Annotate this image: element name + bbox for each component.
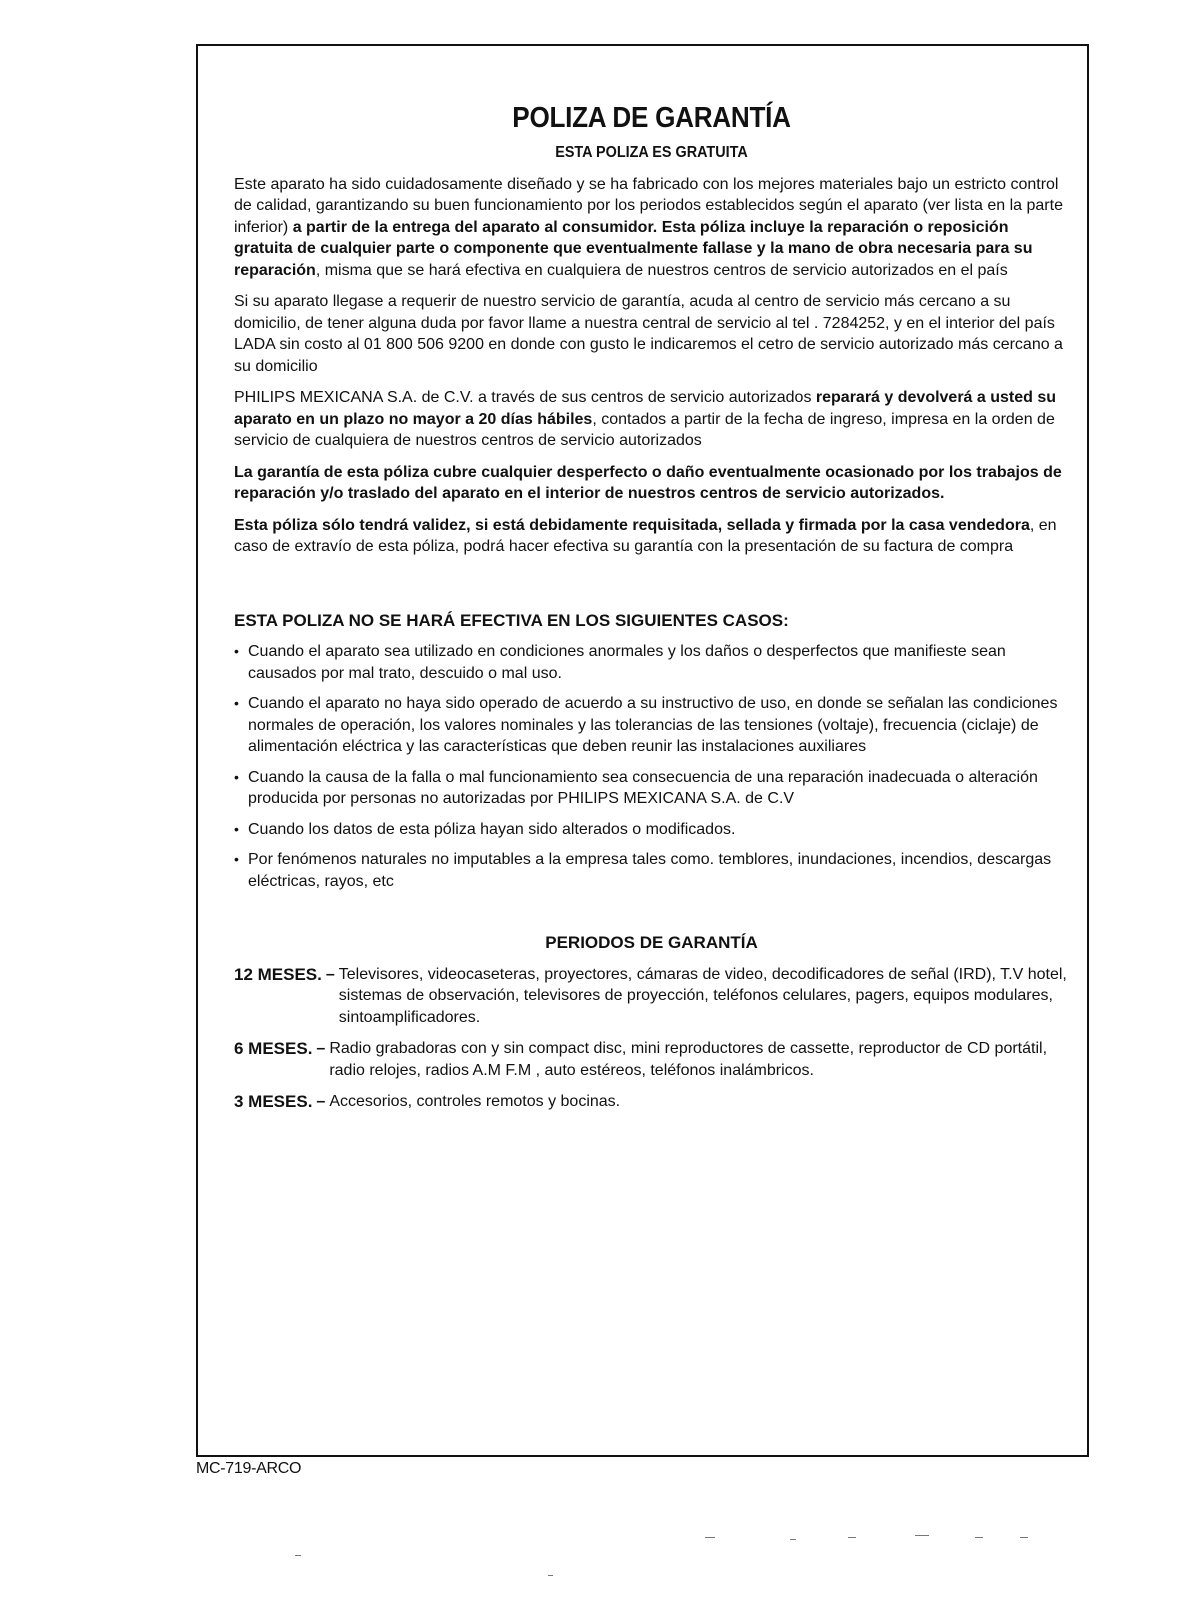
list-item-text: Cuando el aparato sea utilizado en condiciones anormales y los daños o desperfectos que manifieste sean causados por mal trato, descuido o mal uso. (248, 643, 1006, 682)
paragraph-intro-text-c: , misma que se hará efectiva en cualquiera de nuestros centros de servicio autorizados en el país (315, 261, 1008, 279)
paragraph-service: Si su aparato llegase a requerir de nuestro servicio de garantía, acuda al centro de servicio más cercano a su domicilio, de tener alguna duda por favor llame a nuestra central de servicio al tel . 7284252, y en el interior del país LADA sin costo al 01 800 506 9200 en donde con gusto le indicaremos el cetro de servicio autorizado más cercano a su domicilio (234, 293, 1063, 375)
list-item-text: Por fenómenos naturales no imputables a la empresa tales como. temblores, inundaciones, incendios, descargas eléctricas, rayos, etc (248, 851, 1052, 890)
paragraph-validity (234, 515, 1069, 558)
scan-speck (295, 1555, 301, 1556)
period-description: Televisores, videocaseteras, proyectores, cámaras de video, decodificadores de señal (IRD), T.V hotel, sistemas de observación, televisores de proyección, teléfonos celulares, pagers, equipos modulares, sintoamplificadores. (338, 965, 1067, 1026)
warranty-document (234, 100, 1069, 1123)
scan-speck (705, 1537, 715, 1538)
period-label: 3 MESES. (234, 1092, 313, 1111)
period-row-3 (234, 1091, 1069, 1113)
paragraph-validity-text-b: , en caso de extravío de esta póliza, podrá hacer efectiva su garantía con la presentación de su factura de compra (234, 516, 1057, 555)
scan-speck (975, 1537, 983, 1538)
paragraph-intro-text-a: Este aparato ha sido cuidadosamente diseñado y se ha fabricado con los mejores materiales bajo un estricto control de calidad, garantizando su buen funcionamiento por los periodos establecidos según el aparato (ver lista en la parte inferior) (234, 175, 1063, 236)
scan-noise (0, 1535, 1197, 1595)
period-label: 6 MESES. (234, 1039, 313, 1058)
list-item (234, 693, 1069, 758)
paragraph-validity-bold: Esta póliza sólo tendrá validez, si está debidamente requisitada, sellada y firmada por la casa vendedora (234, 516, 1030, 534)
period-label: 12 MESES. (234, 964, 322, 984)
periods-heading: PERIODOS DE GARANTÍA (545, 933, 758, 952)
exclusions-list (234, 641, 1069, 892)
list-item-text: Cuando la causa de la falla o mal funcionamiento sea consecuencia de una reparación inadecuada o alteración producida por personas no autorizadas por PHILIPS MEXICANA S.A. de C.V (248, 768, 1038, 807)
list-item (234, 849, 1069, 892)
paragraph-coverage (234, 462, 1069, 505)
paragraph-coverage-bold: La garantía de esta póliza cubre cualquier desperfecto o daño eventualmente ocasionado por los trabajos de reparación y/o traslado del aparato en el interior de nuestros centros de servicio autorizados. (234, 463, 1062, 502)
paragraph-repair-text-c: , contados a partir de la fecha de ingreso, impresa en la orden de servicio de cualquiera de nuestros centros de servicio autorizados (234, 410, 1055, 449)
paragraph-intro (234, 174, 1069, 282)
paragraph-repair-bold: reparará y devolverá a usted su aparato en un plazo no mayor a 20 días hábiles (234, 389, 1057, 428)
document-subtitle: ESTA POLIZA ES GRATUITA (555, 144, 748, 161)
scan-speck (548, 1575, 553, 1576)
list-item-text: Cuando los datos de esta póliza hayan sido alterados o modificados. (248, 820, 736, 838)
paragraph-intro-bold: a partir de la entrega del aparato al consumidor. Esta póliza incluye la reparación o reposición gratuita de cualquier parte o componente que eventualmente fallase y la mano de obra necesaria para su reparación (234, 218, 1033, 279)
bullet-icon: • (234, 768, 239, 785)
list-item (234, 819, 1069, 841)
bullet-icon: • (234, 695, 239, 711)
period-dash: – (316, 1093, 326, 1110)
list-item (234, 641, 1069, 684)
period-description: Radio grabadoras con y sin compact disc, mini reproductores de cassette, reproductor de CD portátil, radio relojes, radios A.M F.M , auto estéreos, teléfonos inalámbricos. (329, 1040, 1048, 1079)
period-description: Accesorios, controles remotos y bocinas. (329, 1093, 621, 1110)
paragraph-repair-text-a: PHILIPS MEXICANA S.A. de C.V. a través de sus centros de servicio autorizados (234, 389, 816, 406)
bullet-icon: • (234, 643, 239, 659)
scan-speck (790, 1539, 796, 1540)
list-item-text: Cuando el aparato no haya sido operado de acuerdo a su instructivo de uso, en donde se señalan las condiciones normales de operación, los valores nominales y las tolerancias de las tensiones (voltaje), frecuencia (ciclaje) de alimentación eléctrica y las características que deben reunir las instalaciones auxiliares (248, 695, 1058, 755)
bullet-icon: • (234, 851, 239, 867)
exclusions-heading: ESTA POLIZA NO SE HARÁ EFECTIVA EN LOS SIGUIENTES CASOS: (234, 610, 789, 630)
document-title: POLIZA DE GARANTÍA (512, 102, 791, 134)
bullet-icon: • (234, 820, 239, 837)
period-row-12 (234, 964, 1069, 1029)
period-dash: – (325, 965, 335, 983)
scan-speck (848, 1537, 856, 1538)
scan-speck (915, 1535, 929, 1536)
form-code: MC-719-ARCO (196, 1460, 302, 1477)
paragraph-repair-time (234, 387, 1069, 452)
period-row-6 (234, 1038, 1069, 1081)
list-item (234, 767, 1069, 810)
period-dash: – (316, 1040, 326, 1057)
scan-speck (1020, 1537, 1028, 1538)
